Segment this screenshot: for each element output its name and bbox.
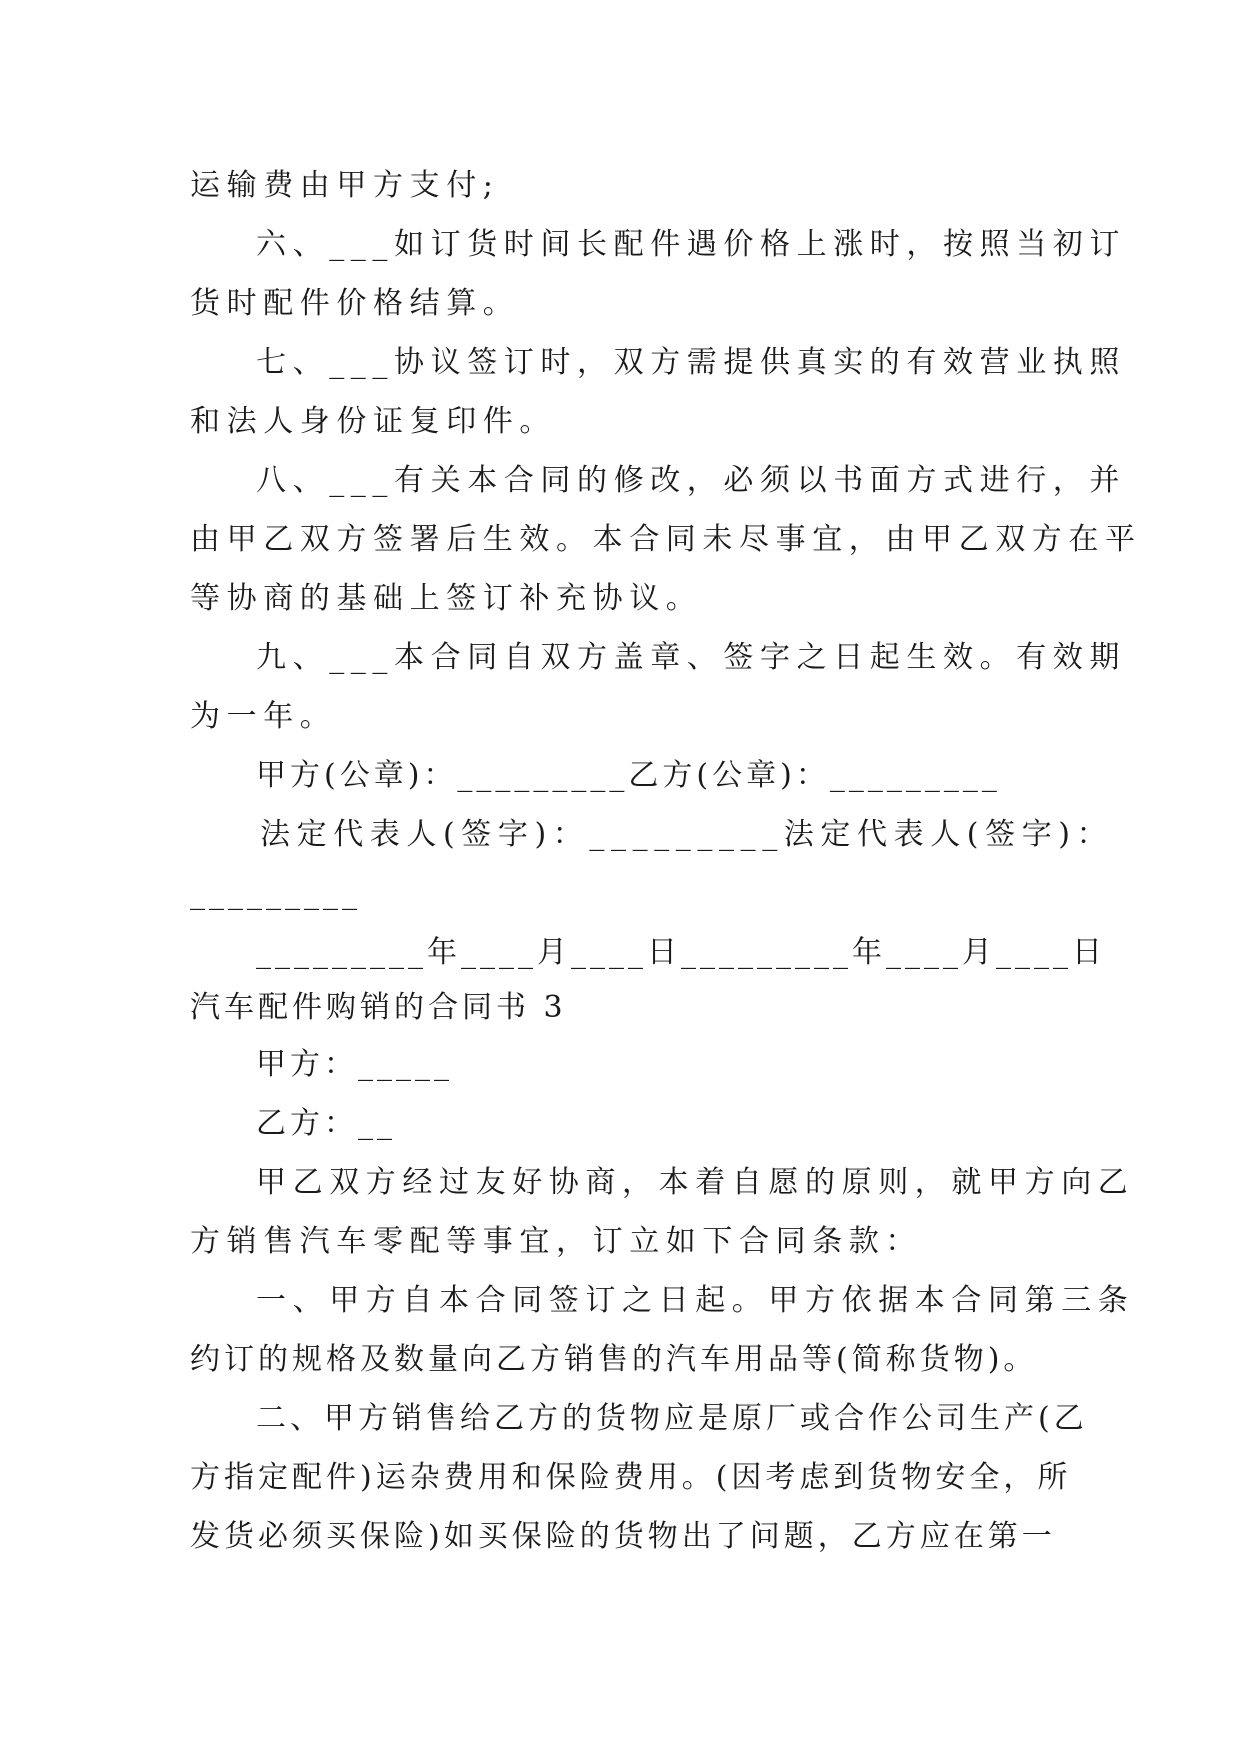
section-title: 汽车配件购销的合同书 3 [190, 990, 567, 1025]
clause-6: 六、___如订货时间长配件遇价格上涨时，按照当初订 [256, 227, 1126, 262]
seal-line: 甲方(公章)：_________乙方(公章)：_________ [256, 758, 1001, 793]
signature-line: 法定代表人(签字)：_________法定代表人(签字)： [260, 817, 1114, 852]
text-line: 甲乙双方经过友好协商，本着自愿的原则，就甲方向乙 [256, 1165, 1135, 1200]
text-line: 发货必须买保险)如买保险的货物出了问题，乙方应在第一 [190, 1519, 1056, 1554]
signature-blank: _________ [190, 876, 361, 911]
text-line: 约订的规格及数量向乙方销售的汽车用品等(简称货物)。 [190, 1342, 1038, 1377]
clause-1: 一、甲方自本合同签订之日起。甲方依据本合同第三条 [256, 1283, 1135, 1318]
text-line: 方销售汽车零配等事宜，订立如下合同条款： [190, 1224, 922, 1259]
clause-8: 八、___有关本合同的修改，必须以书面方式进行，并 [256, 463, 1126, 498]
party-b: 乙方：__ [256, 1106, 396, 1141]
text-line: 运输费由甲方支付; [190, 168, 500, 203]
text-line: 由甲乙双方签署后生效。本合同未尽事宜，由甲乙双方在平 [190, 522, 1142, 557]
clause-7: 七、___协议签订时，双方需提供真实的有效营业执照 [256, 345, 1126, 380]
clause-9: 九、___本合同自双方盖章、签字之日起生效。有效期 [256, 640, 1126, 675]
text-line: 方指定配件)运杂费用和保险费用。(因考虑到货物安全，所 [190, 1460, 1072, 1495]
date-line: _________年____月____日_________年____月____日 [256, 935, 1106, 970]
text-line: 和法人身份证复印件。 [190, 404, 556, 439]
text-line: 货时配件价格结算。 [190, 286, 520, 321]
text-line: 等协商的基础上签订补充协议。 [190, 581, 703, 616]
party-a: 甲方：_____ [256, 1047, 453, 1082]
clause-2: 二、甲方销售给乙方的货物应是原厂或合作公司生产(乙 [256, 1401, 1088, 1436]
text-line: 为一年。 [190, 699, 337, 734]
